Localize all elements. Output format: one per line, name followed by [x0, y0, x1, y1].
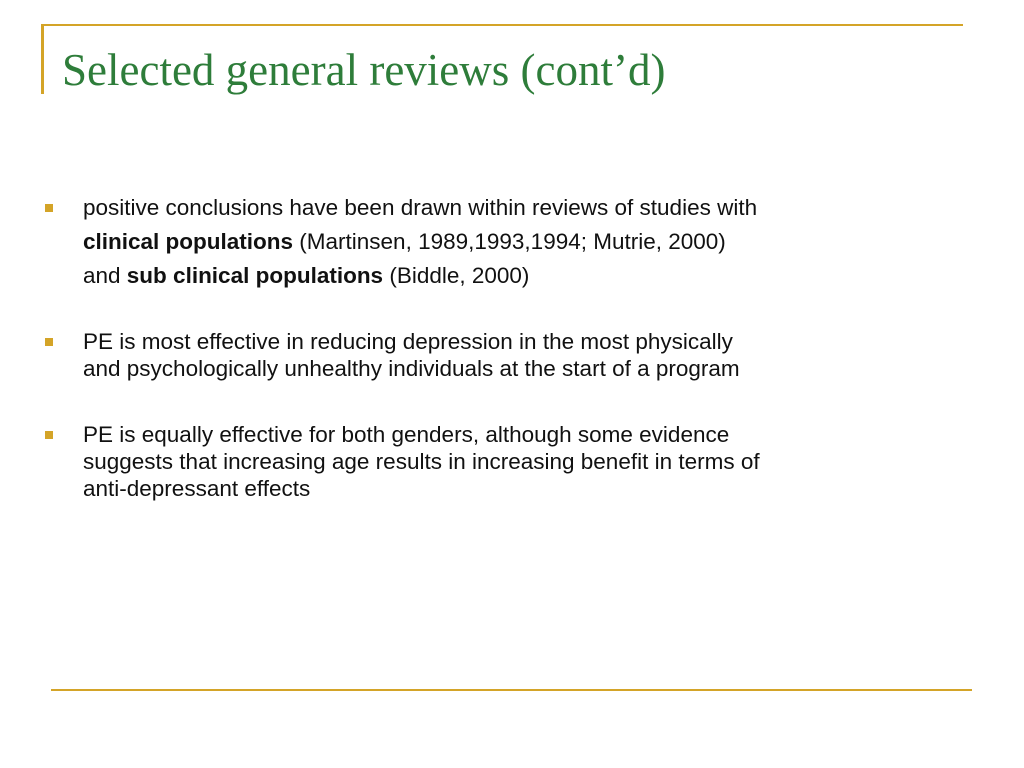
bullet-line: suggests that increasing age results in increasing benefit in terms of: [83, 449, 760, 474]
citation-martinsen-mutrie: (Martinsen, 1989,1993,1994; Mutrie, 2000): [293, 229, 726, 254]
bullet-item-genders-age: [42, 421, 962, 502]
square-bullet-icon: [45, 431, 53, 439]
bullet-text: [83, 329, 740, 381]
bullet-item-most-effective: [42, 328, 962, 382]
bullet-line: and psychologically unhealthy individuals at the start of a program: [83, 356, 740, 381]
bullet-text: [83, 195, 757, 288]
slide-title: Selected general reviews (cont’d): [62, 45, 666, 95]
square-bullet-icon: [45, 338, 53, 346]
bullet-line: PE is most effective in reducing depression in the most physically: [83, 329, 733, 354]
square-bullet-icon: [45, 204, 53, 212]
footer-rule: [51, 689, 972, 691]
citation-biddle: (Biddle, 2000): [383, 263, 530, 288]
bold-term-clinical-populations: clinical populations: [83, 229, 294, 254]
bullet-line: PE is equally effective for both genders, although some evidence: [83, 422, 730, 447]
bullet-line: positive conclusions have been drawn within reviews of studies with: [83, 195, 758, 220]
title-frame-left-rule: [41, 24, 44, 94]
bullet-item-clinical-populations: [42, 191, 962, 293]
bullet-text: [83, 422, 760, 501]
title-frame-top-rule: [41, 24, 963, 26]
bold-term-sub-clinical-populations: sub clinical populations: [126, 263, 384, 288]
bullet-list: [42, 191, 962, 502]
conjunction-and: and: [83, 263, 127, 288]
bullet-line: anti-depressant effects: [83, 476, 311, 501]
